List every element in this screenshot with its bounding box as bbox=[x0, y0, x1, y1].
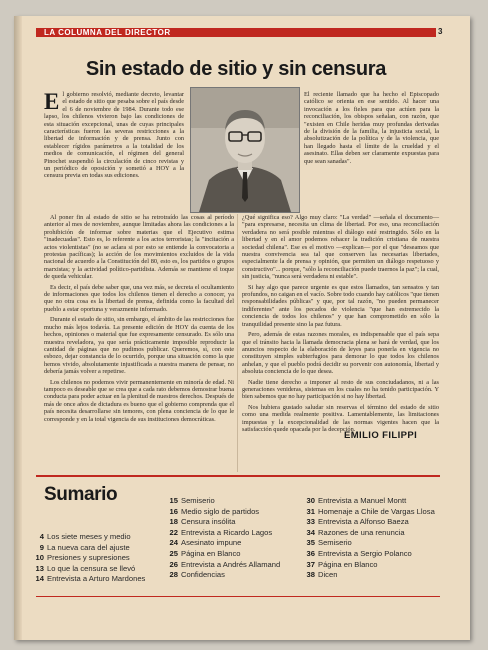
article-paragraph: Los chilenos no podemos vivir permanentemente en minoría de edad. Ni tampoco es deseable que se crea que a cada rato debemos demostrar buena conducta para poder actuar en la plenitud de nuestros derechos. Después de más de once años de dictadura es bueno que el gobierno comprenda que el país necesita desarrollarse sin temores, con plena conciencia de lo que le corresponde y en la total vigencia de sus instituciones democráticas. bbox=[44, 378, 234, 423]
toc-column-2 bbox=[166, 496, 280, 581]
toc-item[interactable]: 9 La nueva cara del ajuste bbox=[39, 542, 130, 552]
toc-item[interactable]: 16 Medio siglo de partidos bbox=[169, 506, 260, 516]
article-paragraph: ¿Qué significa eso? Algo muy claro: "La verdad" —señala el documento— "para expresarse, necesita un clima de libertad. Por eso, una reconciliación verdadera no será posible mientras el diálogo esté restringido. Sólo en la libertad y en el amor podemos rehacer la tradición cristiana de nuestra sociedad chilena". Ese es el motivo —explican— por el que "deseamos que nuestra convivencia sea tal que conserven las necesarias libertades, especialmente la de prensa y opinión, que permiten un diálogo respetuoso y constructivo"... porque, "sólo la reconciliación puede traernos la paz"; la cual, sin justicia, "nunca será verdadera ni estable". bbox=[242, 214, 439, 281]
drop-cap: E bbox=[44, 89, 60, 114]
toc-item[interactable]: 4 Los siete meses y medio bbox=[39, 532, 131, 541]
article-paragraph: Al poner fin al estado de sitio se ha retrotraído las cosas al período anterior al mes de noviembre, aunque limitadas ahora las condiciones a la prohibición de informar sobre materias que el Ejecutivo estima "inadecuadas". Esto es, lo referente a los actos terroristas; la "incitación a actos violentistas" (no se aclara si por esto se entiende la convocatoria a protestas pacíficas); la acción de los movimientos excluidos de la vida nacional de acuerdo a la Constitución del 80, esto es, los partidos o grupos marxistas; y la actividad político-partidista. Además se mantiene el toque de queda vehicular. bbox=[44, 214, 234, 281]
column-divider bbox=[237, 214, 238, 472]
article-headline: Sin estado de sitio y sin censura bbox=[85, 58, 387, 80]
article-right-top-column bbox=[304, 91, 439, 209]
article-paragraph: Pero, además de estas razones morales, es indispensable que el país sepa que el tránsito hacia la llamada democracia plena se hará de verdad, que los anuncios respecto de la elaboración de leyes para ponerla en vigencia no constituyen simples subterfugios para demorar lo que todos los chilenos anhelan, y que el pueblo podrá decidir su porvenir con autonomía, libertad y absoluta conciencia de lo que desea. bbox=[242, 331, 439, 376]
toc-item[interactable]: 26 Entrevista a Andrés Allamand bbox=[169, 559, 281, 569]
toc-item[interactable]: 14 Entrevista a Arturo Mardones bbox=[35, 574, 146, 584]
portrait-image bbox=[191, 88, 299, 212]
toc-item[interactable]: 15 Semiserio bbox=[169, 496, 215, 505]
toc-column-1 bbox=[32, 532, 145, 585]
toc-column-3 bbox=[303, 496, 435, 581]
toc-item[interactable]: 10 Presiones y supresiones bbox=[35, 553, 130, 563]
toc-item[interactable]: 38 Dicen bbox=[306, 570, 338, 580]
toc-item[interactable]: 22 Entrevista a Ricardo Lagos bbox=[169, 527, 273, 537]
magazine-page bbox=[14, 16, 470, 640]
toc-item[interactable]: 18 Censura insólita bbox=[169, 517, 236, 527]
article-right-column bbox=[242, 214, 440, 433]
article-paragraph: Durante el estado de sitio, sin embargo, el ámbito de las restricciones fue mucho más lejos todavía. La presente edición de HOY da cuenta de los hechos, opiniones o material que fue expresamente censurado. Es sólo una muestra reveladora, ya que sería prácticamente imposible reproducir la cantidad de páginas que no pudimos publicar. Queremos, sí, con este esbozo, dejar constancia de lo ocurrido, porque una situación como la que hemos vivido, absolutamente injustificada a nuestra manera de pensar, no debería jamás volver a repetirse. bbox=[44, 316, 234, 376]
toc-item[interactable]: 13 Lo que la censura se llevó bbox=[35, 563, 136, 573]
toc-item[interactable]: 35 Semiserio bbox=[306, 538, 352, 548]
toc-item[interactable]: 33 Entrevista a Alfonso Baeza bbox=[306, 517, 409, 527]
article-intro-column bbox=[44, 91, 184, 209]
section-rule bbox=[36, 475, 440, 477]
author-signature: EMILIO FILIPPI bbox=[344, 430, 418, 441]
toc-item[interactable]: 37 Página en Blanco bbox=[306, 559, 378, 569]
sumario-title: Sumario bbox=[44, 484, 118, 505]
right-top-paragraph: El reciente llamado que ha hecho el Episcopado católico se orienta en ese sentido. Al hacer una invocación a los fieles para que actúen para la reconciliación, los obispos señalan, con razón, que "existen en Chile heridas muy profundas derivadas de la división de la familia, la injusticia social, la absolutización de la política y de la violencia, que han llegado hasta el límite de la crueldad y el asesinato. Ellas deben ser claramente expuestas para que sean sanadas". bbox=[304, 91, 439, 165]
article-paragraph: Es decir, el país debe saber que, una vez más, se decreta el ocultamiento de informaciones que todos los chilenos tienen el derecho a conocer, ya que no otra cosa es la libertad de prensa, definida como la facultad del pueblo a estar oportuna y verazmente informado. bbox=[44, 283, 234, 313]
page-gutter bbox=[14, 16, 22, 640]
article-paragraph: Nadie tiene derecho a imponer al resto de sus conciudadanos, ni a las generaciones venideras, sistemas en los cuales no ha tenido participación. Y bien sabemos que no hay participación si no hay libertad. bbox=[242, 378, 439, 401]
page-number: 3 bbox=[438, 27, 443, 36]
article-left-column bbox=[44, 214, 234, 472]
toc-item[interactable]: 24 Asesinato impune bbox=[169, 538, 242, 548]
toc-item[interactable]: 30 Entrevista a Manuel Montt bbox=[306, 496, 407, 505]
intro-paragraph: l gobierno resolvió, mediante decreto, levantar el estado de sitio que pesaba sobre el país desde el 6 de noviembre de 1984. Durante todo ese lapso, los chilenos vivieron bajo las condiciones de esta situación excepcional, unas de cuyas principales características fueron las severas restricciones a la libertad de información y de prensa. Junto con establecer rígidos parámetros a la totalidad de los medios de comunicación, el régimen del general Pinochet suspendió la circulación de cinco revistas y un periódico de oposición y sometió a HOY a la censura previa en todas sus ediciones. bbox=[44, 91, 184, 180]
bottom-rule bbox=[36, 596, 440, 597]
toc-item[interactable]: 36 Entrevista a Sergio Polanco bbox=[306, 548, 412, 558]
toc-item[interactable]: 34 Razones de una renuncia bbox=[306, 527, 405, 537]
toc-item[interactable]: 25 Página en Blanco bbox=[169, 548, 241, 558]
toc-item[interactable]: 28 Confidencias bbox=[169, 570, 225, 580]
column-label: LA COLUMNA DEL DIRECTOR bbox=[44, 28, 171, 37]
article-paragraph: Nos hubiera gustado saludar sin reservas el término del estado de sitio como una medida realmente positiva. Lamentablemente, las limitaciones impuestas y la excepcionalidad de las normas vigentes hacen que la satisfacción quede opacada por la decepción. bbox=[242, 403, 439, 433]
author-portrait bbox=[190, 87, 300, 213]
toc-item[interactable]: 31 Homenaje a Chile de Vargas Llosa bbox=[306, 506, 435, 516]
article-paragraph: Si hay algo que parece urgente es que estos llamados, tan sensatos y tan profundos, no caigan en el vacío. Sobre todo cuando hay católicos "que tienen responsabilidades públicas" y que, por tal razón, "no pueden permanecer indiferentes" ante los pecados de violencia "que han estremecido la conciencia de todos los chilenos" y que han comprometido en sólo la tranquilidad presente sino la paz futura. bbox=[242, 283, 440, 328]
